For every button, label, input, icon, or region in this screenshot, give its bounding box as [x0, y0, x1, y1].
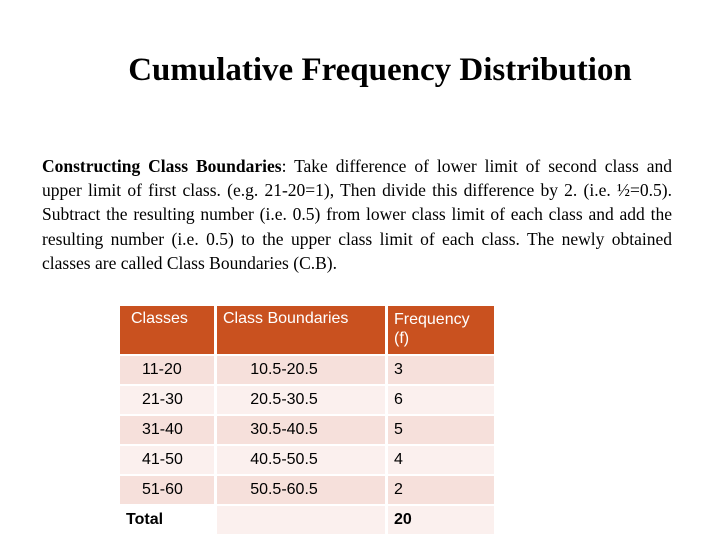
cell-frequency: 3 [385, 354, 494, 384]
header-class-boundaries: Class Boundaries [214, 306, 385, 354]
cell-boundaries: 20.5-30.5 [214, 384, 385, 414]
cell-boundaries: 40.5-50.5 [214, 444, 385, 474]
header-frequency: Frequency (f) [385, 306, 494, 354]
table-row [120, 414, 494, 444]
cell-classes: 41-50 [120, 444, 214, 474]
cell-frequency: 5 [385, 414, 494, 444]
cell-classes: 51-60 [120, 474, 214, 504]
cell-classes: 31-40 [120, 414, 214, 444]
cell-frequency: 2 [385, 474, 494, 504]
table-row [120, 474, 494, 504]
header-classes: Classes [120, 306, 214, 354]
total-boundaries-empty [214, 504, 385, 534]
cell-boundaries: 30.5-40.5 [214, 414, 385, 444]
cell-frequency: 6 [385, 384, 494, 414]
cell-classes: 21-30 [120, 384, 214, 414]
total-label: Total [120, 504, 214, 534]
cell-classes: 11-20 [120, 354, 214, 384]
cell-frequency: 4 [385, 444, 494, 474]
paragraph-bold-lead: Constructing Class Boundaries [42, 156, 282, 176]
cell-boundaries: 50.5-60.5 [214, 474, 385, 504]
frequency-table [120, 306, 494, 534]
table-row [120, 444, 494, 474]
table-total-row [120, 504, 494, 534]
cell-boundaries: 10.5-20.5 [214, 354, 385, 384]
paragraph-body: : Take difference of lower limit of second class and upper limit of first class. (e.g. 21-20=1), Then divide this difference by 2. (i.e. ½=0.5). Subtract the resulting number (i.e. 0.5) from lower class limit of each class and add the resulting number (i.e. 0.5) to the upper class limit of each class. The newly obtained classes are called Class Boundaries (C.B). [42, 156, 672, 273]
table-row [120, 384, 494, 414]
page-title: Cumulative Frequency Distribution [128, 52, 632, 88]
total-value: 20 [385, 504, 494, 534]
table-row [120, 354, 494, 384]
boundaries-paragraph [42, 154, 672, 275]
table-header-row [120, 306, 494, 354]
